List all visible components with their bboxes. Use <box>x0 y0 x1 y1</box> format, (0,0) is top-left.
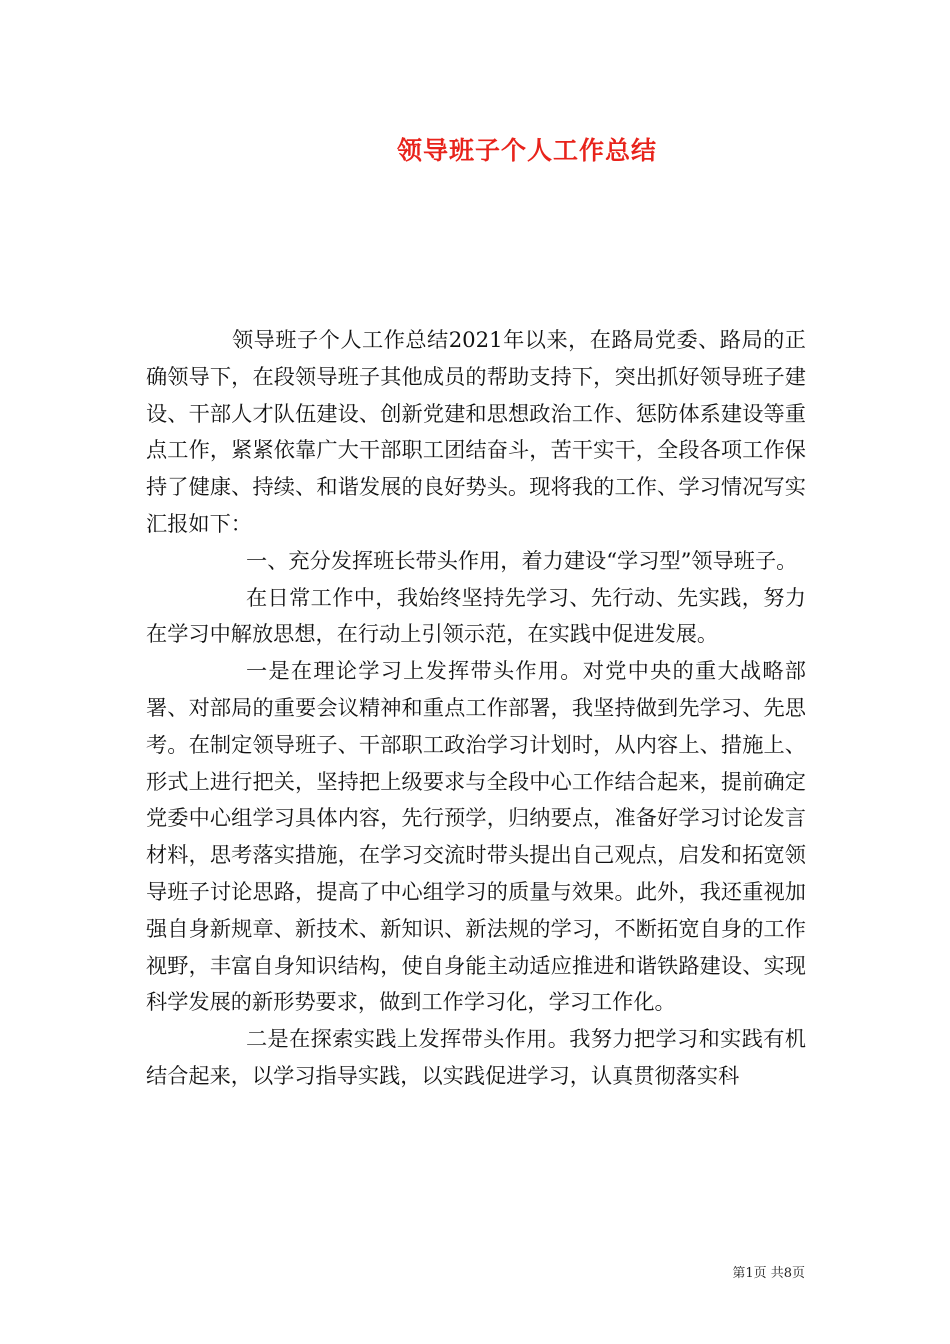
document-body <box>146 322 806 1095</box>
body-paragraph: 一是在理论学习上发挥带头作用。对党中央的重大战略部署、对部局的重要会议精神和重点工作部署，我坚持做到先学习、先思考。在制定领导班子、干部职工政治学习计划时，从内容上、措施上、形式上进行把关，坚持把上级要求与全段中心工作结合起来，提前确定党委中心组学习具体内容，先行预学，归纳要点，准备好学习讨论发言材料，思考落实措施，在学习交流时带头提出自己观点，启发和拓宽领导班子讨论思路，提高了中心组学习的质量与效果。此外，我还重视加强自身新规章、新技术、新知识、新法规的学习，不断拓宽自身的工作视野，丰富自身知识结构，使自身能主动适应推进和谐铁路建设、实现科学发展的新形势要求，做到工作学习化，学习工作化。 <box>146 658 806 1015</box>
document-title: 领导班子个人工作总结 <box>396 136 657 165</box>
body-paragraph: 二是在探索实践上发挥带头作用。我努力把学习和实践有机结合起来，以学习指导实践，以实践促进学习，认真贯彻落实科 <box>146 1026 806 1088</box>
page-number: 第1页 共8页 <box>732 1266 805 1281</box>
body-paragraph: 在日常工作中，我始终坚持先学习、先行动、先实践，努力在学习中解放思想，在行动上引领示范，在实践中促进发展。 <box>146 584 806 647</box>
section-heading-1: 一、充分发挥班长带头作用，着力建设“学习型”领导班子。 <box>246 547 798 573</box>
intro-paragraph: 领导班子个人工作总结2021年以来，在路局党委、路局的正确领导下，在段领导班子其他成员的帮助支持下，突出抓好领导班子建设、干部人才队伍建设、创新党建和思想政治工作、惩防体系建设等重点工作，紧紧依靠广大干部职工团结奋斗，苦干实干，全段各项工作保持了健康、持续、和谐发展的良好势头。现将我的工作、学习情况写实汇报如下： <box>146 327 806 536</box>
